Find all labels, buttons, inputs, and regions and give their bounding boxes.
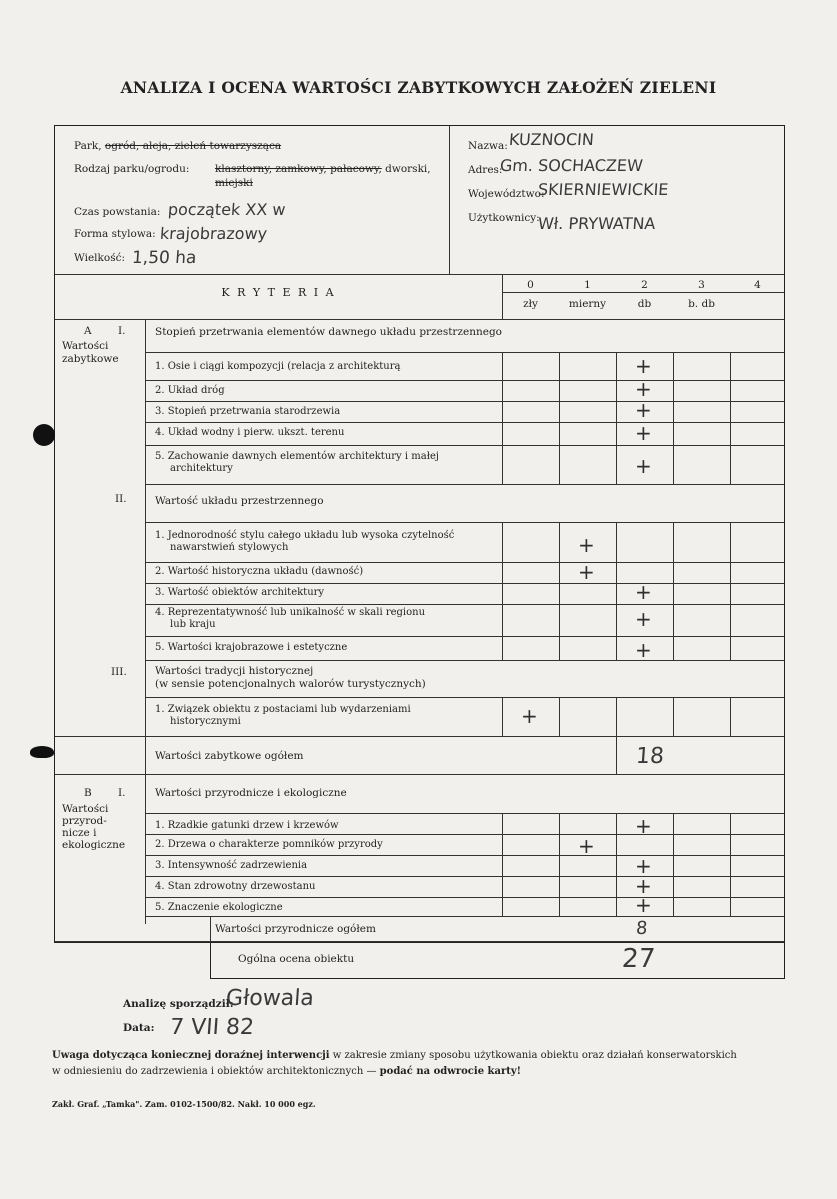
grid-row-line xyxy=(145,583,784,584)
score-2: 2 xyxy=(641,279,648,291)
a-group3-subtitle: (w sensie potencjonalnych walorów turystycznych) xyxy=(155,678,426,690)
grid-col-line xyxy=(673,604,674,636)
park-label: Park, xyxy=(74,140,102,152)
b-total-value: 8 xyxy=(635,918,649,939)
a3-item-1b: historycznymi xyxy=(170,716,241,727)
grid-col-line xyxy=(673,422,674,445)
section-a-roman2: II. xyxy=(115,493,127,505)
uzyt-label: Użytkownicy: xyxy=(468,212,540,224)
grid-col-line xyxy=(502,522,503,562)
a-total-label: Wartości zabytkowe ogółem xyxy=(155,750,304,762)
grid-col-line xyxy=(673,697,674,736)
czas-value: początek XX w xyxy=(167,200,287,219)
grid-col-line xyxy=(673,522,674,562)
nazwa-value: KUZNOCIN xyxy=(508,130,595,149)
grid-col-line xyxy=(559,876,560,897)
a-total-col xyxy=(616,736,617,774)
check-mark: + xyxy=(635,377,652,401)
grid-col-line xyxy=(502,583,503,604)
grid-col-line xyxy=(559,834,560,855)
imprint: Zakł. Graf. „Tamka". Zam. 0102-1500/82. Nakł. 10 000 egz. xyxy=(52,1099,316,1109)
check-mark: + xyxy=(635,638,652,662)
grid-col-line xyxy=(616,813,617,834)
b-item-2: 2. Drzewa o charakterze pomników przyrody xyxy=(155,839,383,850)
wielkosc-value: 1,50 ha xyxy=(131,248,198,268)
score-row-line xyxy=(502,292,784,293)
total-a-top xyxy=(55,736,784,737)
punch-hole-1 xyxy=(33,424,55,446)
check-mark: + xyxy=(635,398,652,422)
grid-col-line xyxy=(559,352,560,380)
grid-col-line xyxy=(616,422,617,445)
grid-col-line xyxy=(502,562,503,583)
grid-col-line xyxy=(502,876,503,897)
check-mark: + xyxy=(635,874,652,898)
data-value: 7 VII 82 xyxy=(169,1015,255,1040)
a1-item-1: 1. Osie i ciągi kompozycji (relacja z architekturą xyxy=(155,361,401,372)
forma-label: Forma stylowa: xyxy=(74,228,156,240)
header-row-bottom xyxy=(55,319,784,320)
rodzaj-struck: klasztorny, zamkowy, pałacowy, xyxy=(215,163,382,175)
grid-col-line xyxy=(673,445,674,484)
grid-col-line xyxy=(559,897,560,916)
grid-col-line xyxy=(730,876,731,897)
overall-value: 27 xyxy=(620,944,657,974)
grid-row-line xyxy=(145,636,784,637)
score-3: 3 xyxy=(698,279,705,291)
score-0: 0 xyxy=(527,279,534,291)
check-mark: + xyxy=(578,834,595,858)
rodzaj-line xyxy=(74,163,189,175)
punch-hole-2 xyxy=(30,746,54,758)
grid-col-line xyxy=(559,401,560,422)
grid-col-line xyxy=(673,855,674,876)
a1-item-4: 4. Układ wodny i pierw. ukszt. terenu xyxy=(155,427,345,438)
grid-col-line xyxy=(616,697,617,736)
score-4: 4 xyxy=(754,279,761,291)
a3-item-1: 1. Związek obiektu z postaciami lub wydarzeniami xyxy=(155,704,411,715)
check-mark: + xyxy=(578,560,595,584)
grid-col-line xyxy=(616,876,617,897)
grid-col-line xyxy=(673,636,674,660)
grid-col-line xyxy=(730,352,731,380)
section-a-bottom xyxy=(55,774,784,775)
section-a-side-label: Wartości zabytkowe xyxy=(62,340,119,365)
grid-col-line xyxy=(730,445,731,484)
rodzaj-label: Rodzaj parku/ogrodu: xyxy=(74,163,190,175)
rodzaj-options xyxy=(215,163,431,175)
grid-col-line xyxy=(673,380,674,401)
note-bold-1: Uwaga dotycząca koniecznej doraźnej interwencji xyxy=(52,1050,330,1061)
adres-value: Gm. SOCHACZEW xyxy=(499,156,644,175)
grid-row-line xyxy=(145,876,784,877)
check-mark: + xyxy=(635,893,652,917)
data-label: Data: xyxy=(123,1022,155,1034)
check-mark: + xyxy=(635,421,652,445)
check-mark: + xyxy=(635,454,652,478)
park-line xyxy=(74,140,281,152)
grid-col-line xyxy=(616,522,617,562)
section-line xyxy=(145,660,784,661)
note-line-1 xyxy=(52,1050,737,1062)
grid-row-line xyxy=(145,604,784,605)
grid-col-line xyxy=(730,401,731,422)
check-mark: + xyxy=(521,704,538,728)
grid-col-line xyxy=(673,352,674,380)
grid-col-line xyxy=(559,583,560,604)
check-mark: + xyxy=(578,533,595,557)
grid-col-line xyxy=(616,401,617,422)
a1-item-2: 2. Układ dróg xyxy=(155,385,225,396)
section-a-roman3: III. xyxy=(111,666,127,678)
grid-col-line xyxy=(616,834,617,855)
header-divider xyxy=(449,126,450,274)
grid-col-line xyxy=(673,562,674,583)
grid-col-line xyxy=(730,636,731,660)
a-group3-title: Wartości tradycji historycznej xyxy=(155,665,314,677)
grid-row-line xyxy=(145,401,784,402)
grid-col-line xyxy=(502,697,503,736)
grid-col-line xyxy=(616,583,617,604)
side-col-line-a xyxy=(145,320,146,774)
label-zly: zły xyxy=(523,298,538,310)
grid-col-line xyxy=(559,855,560,876)
side-col-line-b xyxy=(145,774,146,924)
park-struck: ogród, aleja, zieleń towarzysząca xyxy=(104,140,282,152)
grid-col-line xyxy=(559,422,560,445)
grid-row-line xyxy=(145,855,784,856)
b-item-5: 5. Znaczenie ekologiczne xyxy=(155,902,283,913)
grid-col-line xyxy=(673,876,674,897)
grid-col-line xyxy=(730,583,731,604)
grid-col-line xyxy=(730,897,731,916)
rodzaj-struck2: miejski xyxy=(215,177,253,189)
section-line xyxy=(145,697,784,698)
grid-col-line xyxy=(616,855,617,876)
grid-col-line xyxy=(559,522,560,562)
a2-item-5: 5. Wartości krajobrazowe i estetyczne xyxy=(155,642,348,653)
a-total-value: 18 xyxy=(635,744,665,769)
grid-col-line xyxy=(559,445,560,484)
grid-col-line xyxy=(502,834,503,855)
section-b-side-2: przyrod- xyxy=(62,815,107,827)
woj-value: SKIERNIEWICKIE xyxy=(537,180,670,199)
a1-item-3: 3. Stopień przetrwania starodrzewia xyxy=(155,406,341,417)
b-total-left xyxy=(210,916,211,941)
a2-item-1: 1. Jednorodność stylu całego układu lub wysoka czytelność xyxy=(155,530,455,541)
check-mark: + xyxy=(635,814,652,838)
grid-col-line xyxy=(502,604,503,636)
b-group-title: Wartości przyrodnicze i ekologiczne xyxy=(155,787,347,799)
grid-col-line xyxy=(730,562,731,583)
czas-label: Czas powstania: xyxy=(74,206,161,218)
note-bold-2: podać na odwrocie karty! xyxy=(379,1066,522,1077)
section-line xyxy=(145,916,784,917)
note-line-2 xyxy=(52,1066,521,1078)
grid-col-line xyxy=(559,562,560,583)
grid-col-line xyxy=(616,352,617,380)
section-b-bottom xyxy=(55,941,784,942)
a1-item-5: 5. Zachowanie dawnych elementów architektury i małej xyxy=(155,451,439,462)
grid-col-line xyxy=(559,380,560,401)
a-group1-title: Stopień przetrwania elementów dawnego układu przestrzennego xyxy=(155,326,502,338)
grid-col-line xyxy=(502,401,503,422)
b-item-3: 3. Intensywność zadrzewienia xyxy=(155,860,308,871)
a2-item-3: 3. Wartość obiektów architektury xyxy=(155,587,325,598)
grid-col-line xyxy=(730,422,731,445)
check-mark: + xyxy=(635,607,652,631)
grid-col-line xyxy=(616,604,617,636)
wielkosc-label: Wielkość: xyxy=(74,252,126,264)
grid-col-line xyxy=(616,636,617,660)
grid-col-line xyxy=(730,522,731,562)
grid-col-line xyxy=(502,445,503,484)
a2-item-1b: nawarstwień stylowych xyxy=(170,542,289,553)
grid-col-line xyxy=(502,897,503,916)
adres-label: Adres: xyxy=(468,164,503,176)
grid-col-line xyxy=(673,897,674,916)
grid-col-line xyxy=(730,834,731,855)
b-item-1: 1. Rzadkie gatunki drzew i krzewów xyxy=(155,820,339,831)
section-b-side-3: nicze i xyxy=(62,827,97,839)
check-mark: + xyxy=(635,854,652,878)
section-line xyxy=(145,522,784,523)
grid-col-line xyxy=(616,380,617,401)
grid-col-line xyxy=(502,855,503,876)
grid-col-line xyxy=(616,562,617,583)
a2-item-4b: lub kraju xyxy=(170,619,216,630)
grid-row-line xyxy=(145,445,784,446)
grid-col-line xyxy=(502,422,503,445)
grid-col-line xyxy=(730,604,731,636)
section-b-side-1: Wartości xyxy=(62,803,109,815)
section-b-side-4: ekologiczne xyxy=(62,839,126,851)
label-db: db xyxy=(637,298,652,310)
grid-col-line xyxy=(559,813,560,834)
check-mark: + xyxy=(635,580,652,604)
grid-col-line xyxy=(673,834,674,855)
score-1: 1 xyxy=(584,279,591,291)
grid-col-line xyxy=(616,897,617,916)
grid-col-line xyxy=(730,697,731,736)
grid-row-line xyxy=(145,562,784,563)
grid-col-line xyxy=(730,813,731,834)
rodzaj-kept: dworski, xyxy=(385,163,431,175)
section-line xyxy=(145,484,784,485)
a2-item-4: 4. Reprezentatywność lub unikalność w skali regionu xyxy=(155,607,426,618)
sporzadzil-value: Głowala xyxy=(225,986,315,1011)
b-item-4: 4. Stan zdrowotny drzewostanu xyxy=(155,881,316,892)
sporzadzil-label: Analizę sporządził: xyxy=(123,998,234,1010)
forma-value: krajobrazowy xyxy=(159,224,268,243)
uzyt-value: Wł. PRYWATNA xyxy=(537,214,657,233)
grid-row-line xyxy=(145,422,784,423)
grid-row-line xyxy=(145,897,784,898)
grid-col-line xyxy=(673,813,674,834)
section-a-roman1: I. xyxy=(118,325,126,337)
section-b-roman1: I. xyxy=(118,787,126,799)
check-mark: + xyxy=(635,354,652,378)
kryteria-header: K R Y T E R I A xyxy=(221,286,336,299)
a2-item-2: 2. Wartość historyczna układu (dawność) xyxy=(155,566,364,577)
grid-col-line xyxy=(730,380,731,401)
grid-col-line xyxy=(502,352,503,380)
page-title: ANALIZA I OCENA WARTOŚCI ZABYTKOWYCH ZAŁOŻEŃ ZIELENI xyxy=(120,78,717,97)
a1-item-5b: architektury xyxy=(170,463,233,474)
grid-col-line xyxy=(502,813,503,834)
note-text-2: w odniesieniu do zadrzewienia i obiektów architektonicznych — xyxy=(52,1066,377,1077)
section-b-letter: B xyxy=(84,787,92,799)
note-text-1: w zakresie zmiany sposobu użytkowania obiektu oraz działań konserwatorskich xyxy=(332,1050,737,1061)
grid-col-line xyxy=(502,380,503,401)
grid-row-line xyxy=(145,380,784,381)
section-a-letter: A xyxy=(84,325,92,337)
a-group2-title: Wartość układu przestrzennego xyxy=(155,495,324,507)
grid-row-line xyxy=(145,834,784,835)
grid-col-line xyxy=(730,855,731,876)
overall-label: Ogólna ocena obiektu xyxy=(238,953,355,965)
grid-col-line xyxy=(559,697,560,736)
woj-label: Województwo: xyxy=(468,188,545,200)
grid-col-line xyxy=(673,583,674,604)
section-line xyxy=(145,352,784,353)
b-total-label: Wartości przyrodnicze ogółem xyxy=(215,923,376,935)
grid-col-line xyxy=(559,636,560,660)
grid-col-line xyxy=(616,445,617,484)
label-mierny: mierny xyxy=(568,298,607,310)
grid-col-line xyxy=(502,636,503,660)
grid-col-line xyxy=(559,604,560,636)
label-bdb: b. db xyxy=(688,298,715,310)
header-bottom-line xyxy=(55,274,784,275)
nazwa-label: Nazwa: xyxy=(468,140,508,152)
grid-col-line xyxy=(673,401,674,422)
section-line xyxy=(145,813,784,814)
